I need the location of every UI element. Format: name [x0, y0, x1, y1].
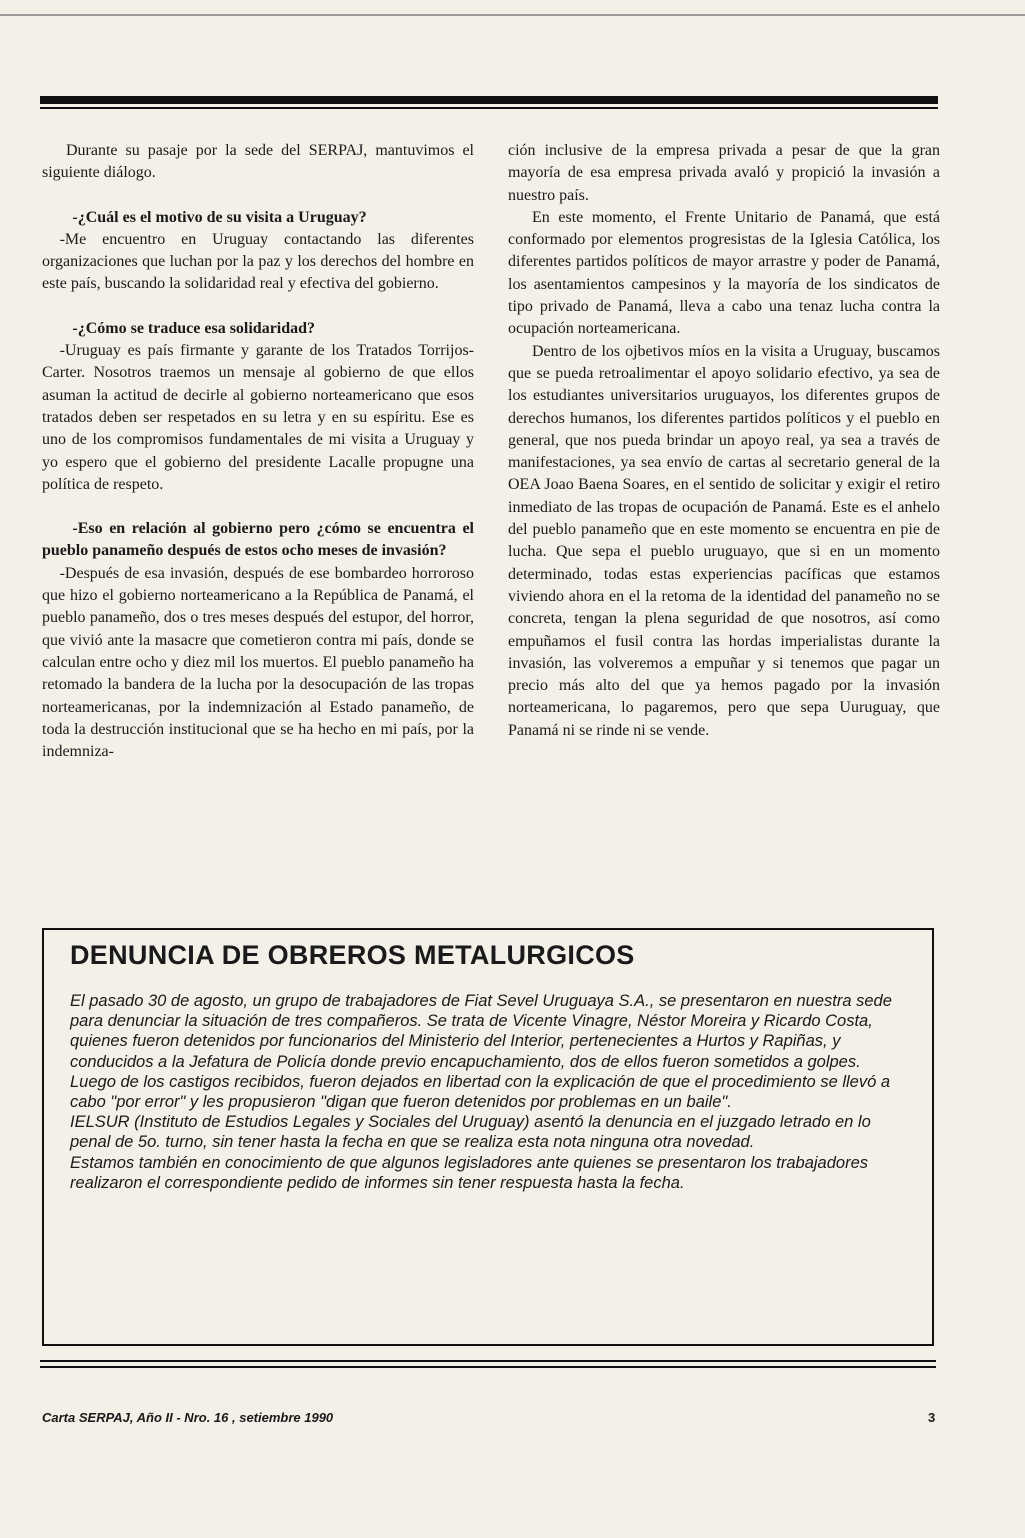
box-paragraph: Luego de los castigos recibidos, fueron dejados en libertad con la explicación de que el procedimiento se llevó a cabo "por error" y les propusieron "digan que fueron detenidos por problemas en un baile".	[70, 1072, 891, 1112]
paragraph-frente-unitario: En este momento, el Frente Unitario de Panamá, que está conformado por elementos progresistas de la Iglesia Católica, los diferentes partidos políticos de mayor arrastre y poder de Panamá, los asentamientos campesinos y la mayoría de los sindicatos de tipo privado de Panamá, lleva a cabo una tenaz lucha contra la ocupación norteamericana.	[508, 208, 940, 338]
answer-1: -Me encuentro en Uruguay contactando las diferentes organizaciones que luchan por la paz y los derechos del hombre en este país, buscando la solidaridad real y efectiva del gobierno.	[42, 230, 474, 293]
page-number: 3	[928, 1410, 936, 1425]
publication-info: Carta SERPAJ, Año II - Nro. 16 , setiembre 1990	[42, 1410, 334, 1425]
left-column	[42, 140, 474, 763]
footer-rule	[40, 1360, 936, 1362]
continued-paragraph: ción inclusive de la empresa privada a pesar de que la gran mayoría de esa empresa privada avaló y propició la invasión a nuestro país.	[508, 142, 940, 204]
header-rule-thin	[40, 107, 938, 109]
footer-rule-thin	[40, 1366, 936, 1368]
box-paragraph: IELSUR (Instituto de Estudios Legales y Sociales del Uruguay) asentó la denuncia en el juzgado letrado en lo penal de 5o. turno, sin tener hasta la fecha en que se realiza esta nota ninguna otra novedad.	[70, 1113, 871, 1152]
box-title: DENUNCIA DE OBREROS METALURGICOS	[70, 940, 635, 970]
right-column	[508, 140, 940, 742]
question-3: -Eso en relación al gobierno pero ¿cómo se encuentra el pueblo panameño después de estos ocho meses de invasión?	[42, 520, 474, 560]
answer-3: -Después de esa invasión, después de ese bombardeo horroroso que hizo el gobierno norteamericano a la República de Panamá, el pueblo panameño, dos o tres meses después del estupor, del horror, que vivió ante la masacre que cometieron contra mi país, donde se calculan entre ocho y diez mil los muertos. El pueblo panameño ha retomado la bandera de la lucha por la desocupación de las tropas norteamericanas, por la indemnización al Estado panameño, de toda la destrucción institucional que se ha hecho en mi país, por la indemniza-	[42, 564, 474, 761]
question-1: -¿Cuál es el motivo de su visita a Uruguay?	[72, 208, 367, 226]
box-paragraph: El pasado 30 de agosto, un grupo de trabajadores de Fiat Sevel Uruguaya S.A., se presentaron en nuestra sede para denunciar la situación de tres compañeros. Se trata de Vicente Vinagre, Néstor Moreira y Ricardo Costa, quienes fueron detenidos por funcionarios del Ministerio del Interior, pertenecientes a Hurtos y Rapiñas, y conducidos a la Jefatura de Policía donde previo encapuchamiento, dos de ellos fueron sometidos a golpes.	[70, 992, 892, 1071]
paragraph-objetivos: Dentro de los ojbetivos míos en la visita a Uruguay, buscamos que se pueda retroalimentar el apoyo solidario efectivo, ya sea de los estudiantes universitarios uruguayos, los diferentes grupos de derechos humanos, los diferentes partidos políticos y el pueblo en general, que nos pueda brindar un apoyo real, ya sea a través de manifestaciones, ya sea envío de cartas al secretario general de la OEA Joao Baena Soares, en el sentido de solicitar y exigir el retiro inmediato de las tropas de ocupación de Panamá. Este es el anhelo del pueblo panameño que en este momento se encuentra en pie de lucha. Que sepa el pueblo uruguayo, que si en un momento determinado, todas estas experiencias pacíficas que estamos viviendo ahora en el la retoma de la identidad del panameño no se concreta, tengan la plena seguridad de que nosotros, así como empuñamos el fusil contra las hordas imperialistas durante la invasión, las volveremos a empuñar y si tenemos que pagar un precio más alto del que ya hemos pagado por la invasión norteamericana, lo pagaremos, pero que sepa Uuruguay, que Panamá ni se rinde ni se vende.	[508, 342, 940, 739]
page-top-edge	[0, 14, 1025, 16]
header-rule	[40, 96, 938, 104]
question-2: -¿Cómo se traduce esa solidaridad?	[72, 319, 316, 337]
box-paragraph: Estamos también en conocimiento de que algunos legisladores ante quienes se presentaron los trabajadores realizaron el correspondiente pedido de informes sin tener respuesta hasta la fecha.	[70, 1153, 869, 1192]
denuncia-box	[42, 928, 934, 1346]
answer-2: -Uruguay es país firmante y garante de los Tratados Torrijos-Carter. Nosotros traemos un mensaje al gobierno de que ellos asuman la actitud de decirle al gobierno norteamericano que esos tratados deben ser respetados en su letra y en su espíritu. Ese es uno de los compromisos fundamentales de mi visita a Uruguay y yo espero que el gobierno del presidente Lacalle propugne una política de respeto.	[42, 342, 474, 493]
box-body	[70, 991, 908, 1193]
intro-paragraph: Durante su pasaje por la sede del SERPAJ, mantuvimos el siguiente diálogo.	[42, 142, 474, 182]
